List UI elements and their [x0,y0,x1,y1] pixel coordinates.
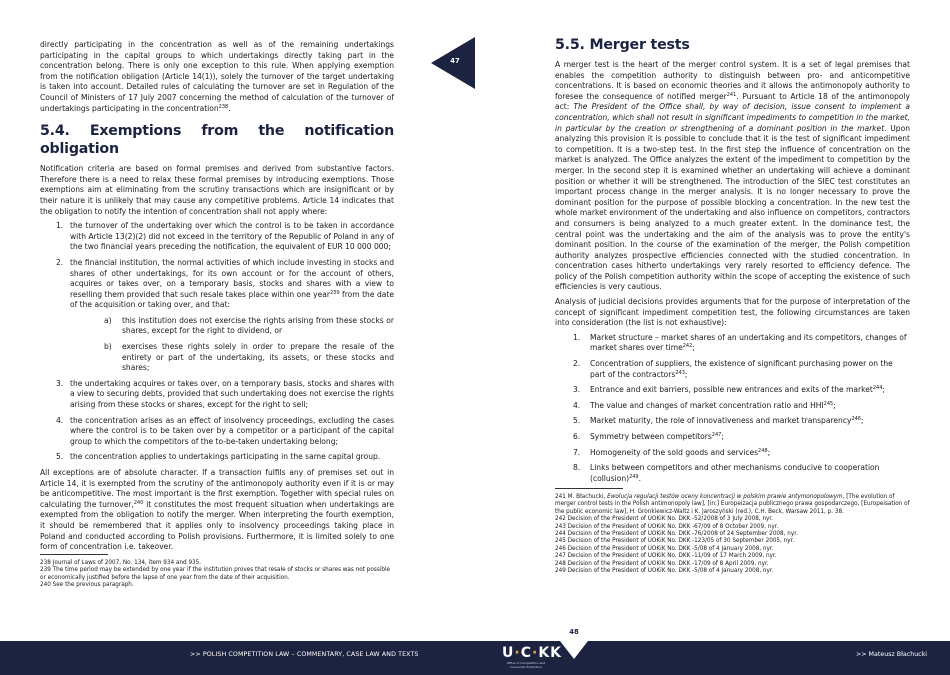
sub-list [70,316,394,374]
footer-book-title: >> POLISH COMPETITION LAW – COMMENTARY, CASE LAW AND TEXTS [190,651,419,658]
footnote-ref[interactable]: 238 [218,103,229,110]
footnote-ref[interactable]: 246 [851,416,861,423]
footnote: 242 Decision of the President of UOKiK No. DKK -52/2008 of 3 July 2008, nyr. [555,516,774,523]
judicial-analysis-paragraph: Analysis of judicial decisions provides arguments that for the purpose of interpretation of the concept of significant impediment competition test, the following circumstances are taken into consideration (the list is not exhaustive): [555,297,910,328]
footnote: 248 Decision of the President of UOKiK No. DKK -17/09 of 8 April 2009, nyr. [555,560,769,567]
footer-notch [560,641,588,659]
sub-list-item: b) exercises these rights solely in order to prepare the resale of the entirety or part of the undertaking, its assets, or these stocks and shares; [104,342,394,373]
right-footnotes [555,488,910,575]
right-page-column [555,36,910,489]
footer-bar [0,641,950,675]
footnote-ref[interactable]: 245 [823,400,834,407]
sub-list-item: a) this institution does not exercise the rights arising from these stocks or shares, except for the right to dividend, or [104,315,394,336]
footnote: 246 Decision of the President of UOKiK No. DKK -5/08 of 4 January 2008, nyr. [555,545,774,552]
left-page-column [40,40,394,557]
footnote: 239 The time period may be extended by one year if the institution proves that resale of stocks or shares was not possible or economically justified before the lapse of one year from the date of their acquisition. [40,567,391,581]
list-item: 8. Links between competitors and other mechanisms conducive to cooperation (collusion)$^{249}$. [573,463,880,483]
footnote: 241 M. Błachucki, Ewolucja regulacji testów oceny koncentracji w polskim prawie antymonopolowym, [The evolution of merger control tests in the Polish antimonopoly law], [in:] Europeizacja publicznego prawa gospodarczego, [Europeisation of the public economic law], H. Gronkiewicz-Waltz i K. Jaroszyński (red.), C.H. Beck, Warsaw 2011, p. 38. [555,494,910,515]
footnote-ref[interactable]: 244 [872,385,883,392]
footnote: 240 See the previous paragraph. [40,582,134,589]
footnote: 238 Journal of Laws of 2007, No. 134, item 934 and 935. [40,560,202,566]
section-heading-exemptions: 5.4. Exemptions from the notification obligation [40,123,394,158]
footnote-ref[interactable]: 241 [726,91,737,98]
list-item: 1. Market structure – market shares of an undertaking and its competitors, changes of market shares over time$^{242}$; [573,332,907,353]
footnote-divider [555,488,623,489]
list-item: 2. the financial institution, the normal activities of which include investing in stocks and shares of other undertakings, for its own account or for the account of others, acquires or takes over, on a temporary basis, stocks and shares with a view to reselling them provided that such resale takes place within one year$^{239}$ from the date of the acquisition or taking over, and that: a) this institution does not exercise the rights arising from these stocks or shares, except for the right to dividend, or b) exercises these rights solely in order to prepare the resale of the entirety or part of the undertaking, its assets, or these stocks and shares; [56,257,394,373]
merger-test-paragraph: A merger test is the heart of the merger control system. It is a set of legal premises that enables the competition authority to distinguish between pro- and anticompetitive concentrations. It is based on economic theories and it allows the antimonopoly authority to foresee the consequence of notified merger$^{241}$. Pursuant to Article 18 of the antimonopoly act: The President of the Office shall, by way of decision, issue consent to implement a concentration, which shall not result in significant impediments to competition in the market, in particular by the creation or strengthening of a dominant position in the market. Upon analyzing this provision it is possible to conclude that it is the test of significant impediment to competition. It is a two-step test. In the first step the influence of concentration on the market is analyzed. The Office analyzes the extent of the impediment to competition by the merger. In the second step it is examined whether an undertaking will achieve a dominant position or whether it will be strengthened. The introduction of the SIEC test constitutes an important process change in the merger analysis. It is no longer necessary to prove the dominant position for the purpose of possible blocking a concentration. In the new test the whole market environment of the undertaking and also influence on competitors, contractors and consumers is being analyzed to a much greater extent. In the dominance test, the central point was the undertaking and the aim of the analysis was to prove the entity's dominant position. In the course of the examination of the merger, the Polish competition authority analyzes prospective efficiencies connected with the studied concentration. In concentration cases hitherto undertakings very rarely resorted to efficiency defence. The policy of the Polish competition authority within the scope of accepting the existence of such efficiencies is very cautious. [555,60,910,292]
footnote-ref[interactable]: 240 [133,499,144,506]
list-item: 4. the concentration arises as an effect of insolvency proceedings, excluding the cases where the control is to be taken over by a competitor or a participant of the capital group to which the competitors of the to-be-taken undertaking belong; [56,415,394,446]
footnote-ref[interactable]: 243 [675,369,685,376]
list-item: 3. the undertaking acquires or takes over, on a temporary basis, stocks and shares with a view to securing debts, provided that such undertaking does not exercise the rights arising from these stocks or shares, except for the right to sell; [56,378,394,410]
footnote-ref[interactable]: 249 [629,473,639,480]
section-heading-merger-tests: 5.5. Merger tests [555,37,690,53]
exemptions-conclusion-paragraph: All exceptions are of absolute character. If a transaction fulfils any of premises set out in Article 14, it is exempted from the scrutiny of the antimonopoly authority even if it is or may be anticompetitive. The most important is the first exemption. Together with special rules on calculating the turnover,$^{240}$ it constitutes the most frequent situation when undertakings are exempted from the obligation to notify the merger. When interpreting the fourth exemption, it should be remembered that it applies only to insolvency proceedings taking place in Poland and conducted according to Polish provisions. Furthermore, it is limited solely to one form of concentration i.e. takeover. [40,468,394,552]
list-item: 5. Market maturity, the role of innovativeness and market transparency$^{246}$; [573,416,864,426]
criteria-list [555,333,910,485]
page-number-left: 47 [450,57,460,65]
footnote-ref[interactable]: 239 [330,289,340,296]
list-item: 7. Homogeneity of the sold goods and services$^{248}$; [573,447,771,457]
exemptions-list [40,221,394,463]
footnote-ref[interactable]: 242 [682,343,693,350]
list-item: 1. the turnover of the undertaking over which the control is to be taken in accordance with Article 13(2)(2) did not exceed in the territory of the Republic of Poland in any of the two financial years preceding the notification, the equivalent of EUR 10 000 000; [56,221,394,252]
footer-author: >> Mateusz Błachucki [856,651,928,658]
list-item: 4. The value and changes of market concentration ratio and HHI$^{245}$; [573,400,836,410]
footnote-ref[interactable]: 248 [758,447,768,454]
list-item: 5. the concentration applies to undertakings participating in the same capital group. [56,452,381,462]
footnote: 247 Decision of the President of UOKiK No. DKK -11/09 of 17 March 2009, nyr. [555,553,777,560]
footnote-ref[interactable]: 247 [711,432,722,438]
left-footnotes [40,554,394,590]
exemptions-intro-paragraph: Notification criteria are based on formal premises and derived from substantive factors. Therefore there is a need to relax these formal premises by introducing exemptions. Those exemptions aim at eliminating from the scrutiny transactions which are insignificant or by their nature it is unlikely that may cause any competitive problems. Article 14 indicates that the obligation to notify the intention of concentration shall not apply where: [40,164,394,216]
list-item: 3. Entrance and exit barriers, possible new entrances and exits of the market$^{244}$; [573,385,885,395]
intro-paragraph: directly participating in the concentration as well as of the remaining undertakings participating in the capital groups to which undertakings directly taking part in the concentration belong. There is only one exception to this rule. When applying exemption from the notification obligation (Article 14(1)), solely the turnover of the target undertaking is taken into account. Detailed rules of calculating the turnover are set in Regulation of the Council of Ministers of 17 July 2007 concerning the method of calculation of the turnover of undertakings participating in the concentration$^{238}$. [40,40,394,113]
list-item: 2. Concentration of suppliers, the existence of significant purchasing power on the part of the contractors$^{243}$; [573,359,893,379]
footnote: 249 Decision of the President of UOKiK No. DKK -5/08 of 4 January 2008, nyr. [555,568,774,575]
uokik-logo: U·C·KK Office of Competition and Consumer Protection [502,645,563,669]
quoted-provision: The President of the Office shall, by way of decision, issue consent to implement a concentration, which shall not result in significant impediments to competition in the market, in particular by the creation or strengthening of a dominant position in the market [555,102,910,133]
footnote: 243 Decision of the President of UOKiK No. DKK -67/09 of 8 October 2009, nyr. [555,523,779,530]
footnote-divider [40,554,108,555]
list-item: 6. Symmetry between competitors$^{247}$; [573,432,724,441]
page-number-right: 48 [569,628,579,636]
footnote: 244 Decision of the President of UOKiK No. DKK -76/2008 of 24 September 2008, nyr. [555,531,798,538]
footnote: 245 Decision of the President of UOKiK No. DKK -123/05 of 30 September 2005, nyr. [555,538,795,545]
